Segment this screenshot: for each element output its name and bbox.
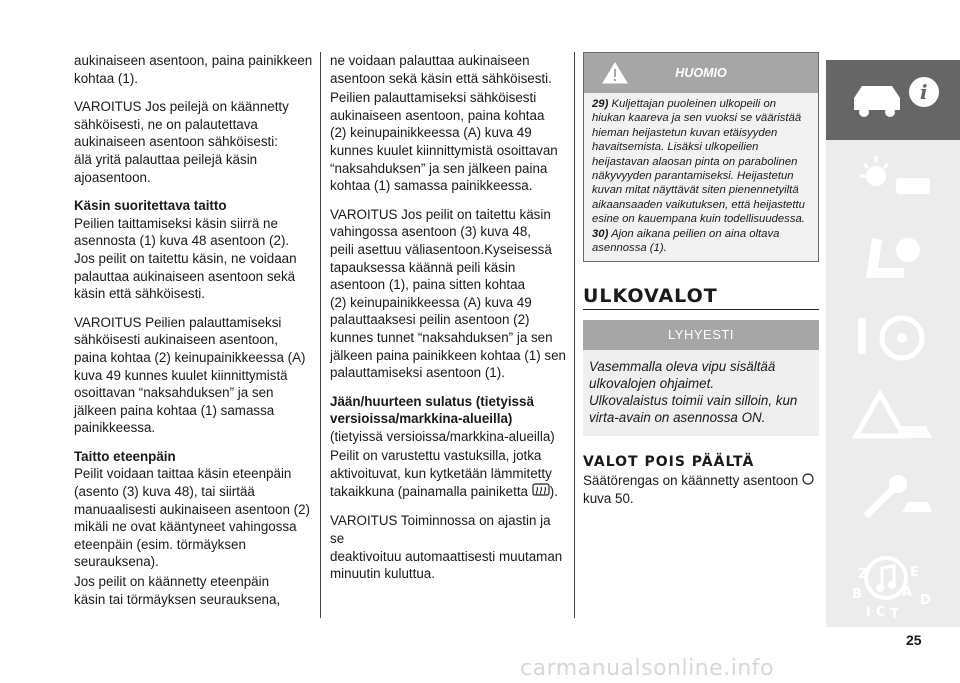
paragraph: VAROITUS Jos peilejä on käännetty sähköisesti, ne on palautettava aukinaiseen asentoon sähköisesti: älä yritä palauttaa peilejä käsin ajoasentoon.	[74, 99, 289, 185]
paragraph: VAROITUS Peilien palauttamiseksi sähköisesti aukinaiseen asentoon, paina kohtaa (2) keinupainikkeessa (A) kuva 49 kunnes kuulet kiinnittymistä osoittavan “naksahduksen” ja sen jälkeen paina kohtaa (1) samassa painikkeessa.	[74, 314, 306, 436]
index-letter: Z	[858, 567, 868, 582]
summary-header: LYHYESTI	[583, 320, 819, 350]
note-box	[583, 52, 819, 262]
heading-forward-folding: Taitto eteenpäin	[74, 448, 176, 464]
off-circle-icon	[802, 472, 814, 490]
note-item: 30) Ajon aikana peilien on aina oltava asennossa (1).	[592, 227, 780, 255]
column-1	[74, 52, 314, 619]
note-header	[584, 53, 818, 93]
index-letter: E	[910, 565, 919, 580]
section-title: ULKOVALOT	[583, 288, 819, 310]
car-info-icon	[846, 68, 942, 128]
paragraph: Jos peilit on käännetty eteenpäin käsin tai törmäyksen seurauksena,	[74, 574, 281, 607]
paragraph: VAROITUS Toiminnossa on ajastin ja se deaktivoituu automaattisesti muutaman minuutin kuluttua.	[330, 513, 563, 582]
warning-triangle-car-icon	[846, 388, 942, 448]
svg-text:i: i	[920, 80, 928, 104]
tab-emergency[interactable]	[826, 380, 960, 460]
tab-safety[interactable]	[826, 220, 960, 300]
summary-text: Ulkovalaistus toimii vain silloin, kun virta-avain on asennossa ON.	[589, 393, 798, 426]
paragraph: VAROITUS Jos peilit on taitettu käsin vahingossa asentoon (3) kuva 48, peili asettuu väliasentoon.Kyseisessä tapauksessa käännä peili käsin asentoon (1), paina sitten kohtaa (2) keinupainikkeessa (A) kuva 49 palauttaaksesi peilin asentoon (2) kunnes tunnet “naksahduksen” ja sen jälkeen paina painikkeen kohtaa (1) sen palauttamiseksi asentoon (1).	[330, 206, 566, 381]
paragraph: ne voidaan palauttaa aukinaiseen asentoon sekä käsin että sähköisesti.	[330, 53, 552, 86]
paragraph: Peilit voidaan taittaa käsin eteenpäin (asento (3) kuva 48), tai siirtää manuaalisesti aukinaiseen asentoon (2) mikäli ne ovat kääntyneet vahingossa eteenpäin (esim. törmäyksen seurauksena).	[74, 466, 310, 570]
tab-index[interactable]	[826, 556, 960, 627]
paragraph: Peilien taittamiseksi käsin siirrä ne asennosta (1) kuva 48 asentoon (2). Jos peilit on taitettu käsin, ne voidaan palauttaa aukinaiseen asentoon sekä käsin että sähköisesti.	[74, 215, 297, 302]
summary-box	[583, 350, 819, 436]
heading-defrost: Jään/huurteen sulatus (tietyissä versioissa/markkina-alueilla)	[330, 393, 534, 427]
note-body	[584, 93, 818, 261]
column-divider	[320, 52, 321, 618]
tab-maintenance[interactable]	[826, 460, 960, 540]
subsection-title: VALOT POIS PÄÄLTÄ	[583, 454, 755, 471]
airbag-seat-icon	[846, 228, 942, 288]
rear-defrost-icon	[532, 483, 550, 502]
heading-manual-folding: Käsin suoritettava taitto	[74, 198, 227, 214]
index-letter: B	[852, 587, 862, 602]
tab-dashboard-lights[interactable]	[826, 140, 960, 220]
tab-car-info[interactable]	[826, 60, 960, 140]
page-number: 25	[906, 632, 922, 648]
paragraph: Peilit on varustettu vastuksilla, jotka aktivoituvat, kun kytketään lämmitetty takaikkuna (painamalla painiketta ).	[330, 447, 568, 501]
dashboard-lights-icon	[846, 148, 942, 208]
column-2	[330, 52, 568, 594]
tab-driving[interactable]	[826, 300, 960, 380]
note-item: 29) Kuljettajan puoleinen ulkopeili on hiukan kaareva ja sen vuoksi se vääristää hieman heijastetun kuvan etäisyyden havaitsemista. Lisäksi ulkopeilien heijastavan alaosan pinta on parabolinen näkyvyyden parantamiseksi. Heijastetun kuvan mitat näyttävät siten pienennetyiltä aikaansaaden vaikutuksen, että heijastettu esine on kauempana kuin todellisuudessa.	[592, 98, 805, 226]
paragraph: Säätörengas on käännetty asentoon	[583, 472, 819, 490]
note-title: HUOMIO	[675, 66, 727, 80]
index-letter: I	[866, 605, 871, 620]
paragraph: aukinaiseen asentoon, paina painikkeen kohtaa (1).	[74, 53, 313, 86]
steering-wheel-icon	[846, 308, 942, 368]
index-letter: A	[902, 585, 913, 600]
footer-watermark[interactable]: carmanualsonline.info	[520, 656, 774, 681]
paragraph: kuva 50.	[583, 490, 634, 506]
column-divider	[574, 52, 575, 618]
index-letter: T	[890, 607, 899, 622]
index-letter: D	[920, 593, 931, 608]
paragraph: Peilien palauttamiseksi sähköisesti aukinaiseen asentoon, paina kohtaa (2) keinupainikkeessa (A) kuva 49 kunnes kuulet kiinnittymistä osoittavan “naksahduksen” ja sen jälkeen paina kohtaa (1) samassa painikkeessa.	[330, 90, 558, 194]
chapter-sidebar	[826, 60, 960, 627]
wrench-car-icon	[846, 468, 942, 528]
alphabet-index-icon	[846, 564, 942, 626]
summary-text: Vasemmalla oleva vipu sisältää ulkovalojen ohjaimet.	[589, 359, 776, 392]
column-3	[583, 52, 819, 508]
index-letter: C	[876, 605, 886, 620]
paragraph: (tietyissä versioissa/markkina-alueilla)	[330, 428, 555, 444]
